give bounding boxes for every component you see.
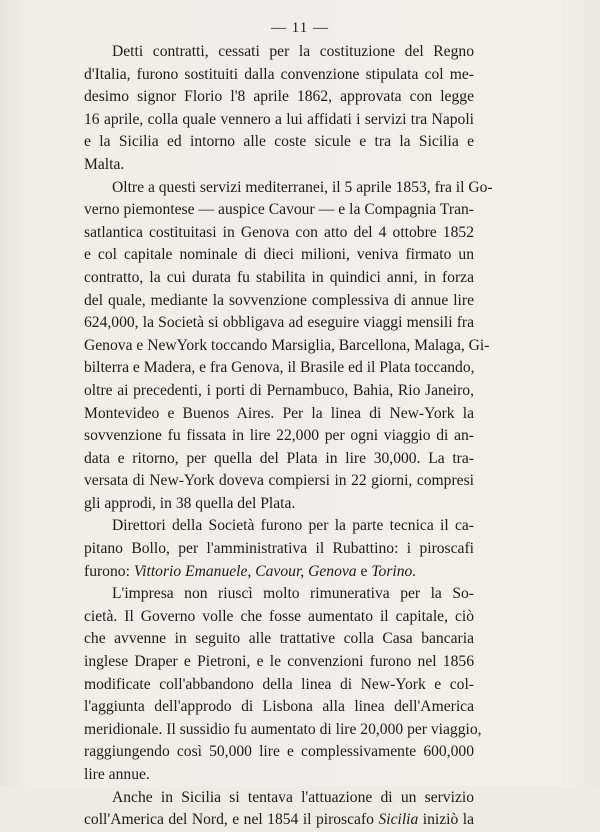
text-line: verno piemontese — auspice Cavour — e la Compagnia Tran-	[84, 201, 474, 219]
text-line: sovvenzione fu fissata in lire 22,000 per ogni viaggio di an-	[84, 427, 474, 445]
text-line: Detti contratti, cessati per la costituzione del Regno	[112, 43, 474, 60]
ship-name: Torino.	[371, 562, 417, 580]
paragraph-1	[84, 41, 474, 177]
text-line: Montevideo e Buenos Aires. Per la linea di New-York la	[84, 404, 474, 422]
ship-name: Sicilia	[378, 811, 419, 829]
ship-name: Cavour,	[255, 562, 305, 580]
text-line: oltre ai precedenti, i porti di Pernambuco, Bahia, Rio Janeiro,	[84, 381, 474, 399]
text-line: Anche in Sicilia si tentava l'attuazione di un servizio	[112, 788, 474, 806]
text-line: Genova e NewYork toccando Marsiglia, Barcellona, Malaga, Gi-	[84, 336, 490, 354]
text-line: meridionale. Il sussidio fu aumentato di lire 20,000 per viaggio,	[84, 720, 482, 738]
text-line: e la Sicilia ed intorno alle coste sicule e tra la Sicilia e	[84, 133, 474, 151]
text-line: contratto, la cui durata fu stabilita in quindici anni, in forza	[84, 268, 474, 286]
paragraph-5	[84, 787, 474, 832]
text-line: e col capitale nominale di dieci milioni, veniva firmato un	[84, 246, 474, 264]
ship-name: Genova	[308, 562, 357, 580]
text-line: gli approdi, in 38 quella del Plata.	[84, 494, 296, 512]
text-line: modificate coll'abbandono della linea di New-York e col-	[84, 675, 474, 693]
text-line: d'Italia, furono sostituiti dalla convenzione stipulata col me-	[84, 65, 474, 83]
text-line: data e ritorno, per quella del Plata in lire 30,000. La tra-	[84, 449, 474, 467]
text-line: del quale, mediante la sovvenzione complessiva di annue lire	[84, 291, 474, 309]
text-line: pitano Bollo, per l'amministrativa il Rubattino: i piroscafi	[84, 540, 474, 558]
text-line: 624,000, la Società si obbligava ad eseguire viaggi mensili fra	[84, 314, 474, 332]
paragraph-3	[84, 515, 474, 583]
text-line: versata di New-York doveva compiersi in 22 giorni, compresi	[84, 472, 474, 490]
text-line-sicilia: coll'America del Nord, e nel 1854 il piroscafo Sicilia iniziò la	[84, 811, 474, 829]
text-line: cietà. Il Governo volle che fosse aumentato il capitale, ciò	[84, 607, 474, 625]
text-line: bilterra e Madera, e fra Genova, il Brasile ed il Plata toccando,	[84, 359, 475, 377]
text-line: Oltre a questi servizi mediterranei, il 5 aprile 1853, fra il Go-	[112, 178, 493, 196]
text-line: L'impresa non riuscì molto rimunerativa per la So-	[112, 585, 474, 603]
page-number: — 11 —	[271, 20, 329, 36]
text-line: Direttori della Società furono per la parte tecnica il ca-	[112, 517, 474, 535]
text-line: lire annue.	[84, 766, 150, 783]
text-line: satlantica costituitasi in Genova con atto del 4 ottobre 1852	[84, 223, 474, 241]
text-line: raggiungendo così 50,000 lire e complessivamente 600,000	[84, 743, 474, 761]
text-line-ships: furono: Vittorio Emanuele, Cavour, Genova e Torino.	[84, 562, 417, 580]
text-line: l'aggiunta dell'approdo di Lisbona alla linea dell'America	[84, 698, 474, 716]
text-line: Malta.	[84, 155, 125, 173]
paragraph-4	[84, 583, 482, 786]
text-line: 16 aprile, colla quale vennero a lui affidati i servizi tra Napoli	[84, 110, 474, 128]
text-line: desimo signor Florio l'8 aprile 1862, approvata con legge	[84, 88, 474, 106]
text-line: inglese Draper e Pietroni, e le convenzioni furono nel 1856	[84, 653, 474, 671]
paragraph-2	[84, 177, 493, 516]
text-line: che avvenne in seguito alle trattative colla Casa bancaria	[84, 630, 474, 648]
body-text	[84, 41, 493, 832]
ship-name: Vittorio Emanuele,	[133, 562, 252, 580]
